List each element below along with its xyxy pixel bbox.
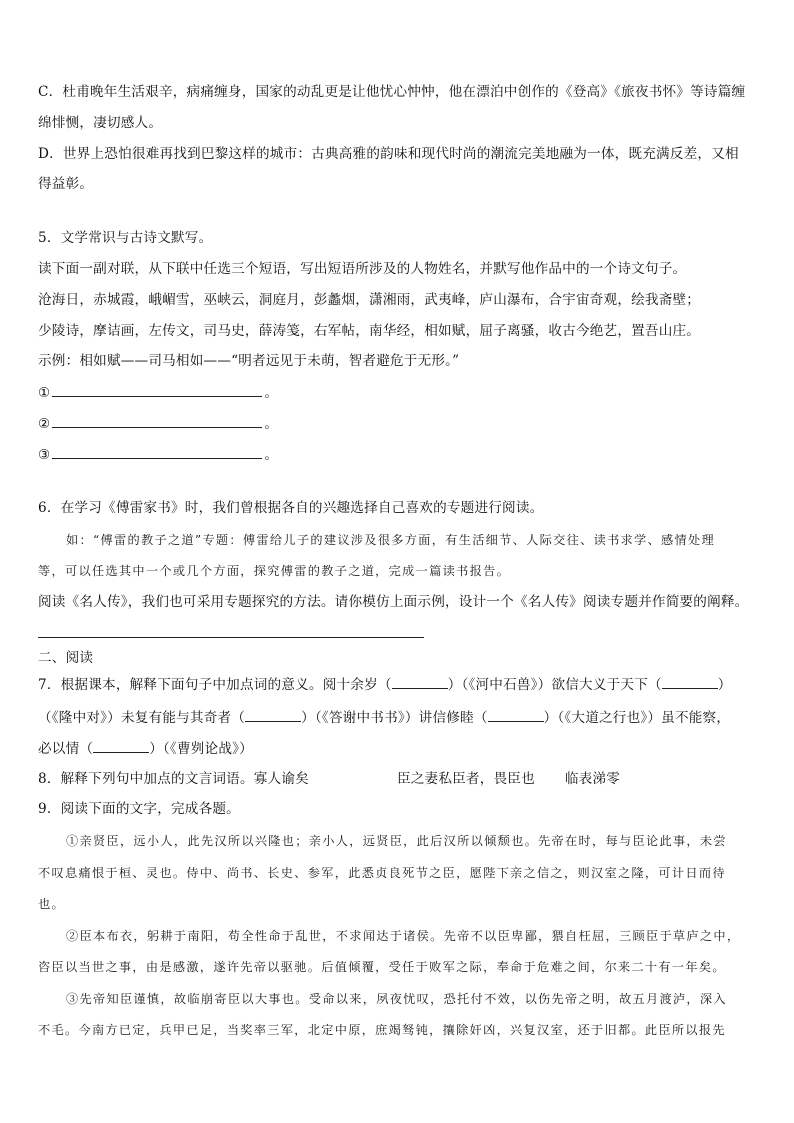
q9-para-2-line-2: 咨臣以当世之事，由是感激，遂许先帝以驱驰。后值倾覆，受任于败军之际，奉命于危难之间，尔来二十有一年矣。 <box>38 960 726 974</box>
q8-text: 8．解释下列句中加点的文言词语。寡人谕矣 <box>38 771 309 787</box>
answer-end: 。 <box>264 447 279 463</box>
q6-task: 阅读《名人传》，我们也可采用专题探究的方法。请你模仿上面示例，设计一个《名人传》阅读专题并作简要的阐释。 <box>38 594 749 610</box>
answer-end: 。 <box>264 385 279 401</box>
answer-blank-3[interactable] <box>52 446 262 459</box>
q5-title: 5．文学常识与古诗文默写。 <box>38 230 213 246</box>
q7-text: ）（《曹刿论战》） <box>149 741 253 757</box>
q7-line-3 <box>38 740 253 758</box>
option-c-line-2: 绵悱恻，凄切感人。 <box>38 115 163 131</box>
q5-answer-row-2 <box>38 415 278 433</box>
q7-text: ）（《河中石兽》）欲信大义于天下（ <box>447 677 662 693</box>
q8-text: 臣之妻私臣者，畏臣也 <box>396 771 535 787</box>
q7-text: 必以情（ <box>38 741 94 757</box>
option-d-line-2: 得益彰。 <box>38 176 94 192</box>
q9-para-1-line-1: ①亲贤臣，远小人，此先汉所以兴隆也；亲小人，远贤臣，此后汉所以倾颓也。先帝在时，每与臣论此事，未尝 <box>66 834 727 848</box>
q7-text: ） <box>717 677 732 693</box>
q9-para-3-line-1: ③先帝知臣谨慎，故临崩寄臣以大事也。受命以来，夙夜忧叹，恐托付不效，以伤先帝之明，故五月渡泸，深入 <box>66 992 727 1006</box>
q7-blank-3[interactable] <box>245 709 301 722</box>
answer-blank-1[interactable] <box>52 384 262 397</box>
q9-para-1-line-3: 也。 <box>38 897 65 911</box>
option-c-line-1: C．杜甫晚年生活艰辛，病痛缠身，国家的动乱更是让他忧心忡忡，他在漂泊中创作的《登高》《旅夜书怀》等诗篇缠 <box>38 84 746 100</box>
q8-text: 临表涕零 <box>564 771 621 787</box>
q9-para-2-line-1: ②臣本布衣，躬耕于南阳，苟全性命于乱世，不求闻达于诸侯。先帝不以臣卑鄙，猥自枉屈，三顾臣于草庐之中， <box>66 929 741 943</box>
q7-line-1 <box>38 676 732 694</box>
answer-divider-line <box>38 637 424 638</box>
q7-text: （《隆中对》）未复有能与其奇者（ <box>38 710 246 726</box>
q8-line <box>38 770 620 788</box>
q7-blank-1[interactable] <box>392 676 448 689</box>
q9-para-1-line-2: 不叹息痛恨于桓、灵也。侍中、尚书、长史、参军，此悉贞良死节之臣，愿陛下亲之信之，则汉室之隆，可计日而待 <box>38 866 726 880</box>
q5-couplet-lower: 少陵诗，摩诘画，左传文，司马史，薛涛笺，右军帖，南华经，相如赋，屈子离骚，收古今绝艺，置吾山庄。 <box>38 323 701 339</box>
q7-text: ）（《大道之行也》）虽不能察， <box>543 710 731 726</box>
q5-answer-row-1 <box>38 384 278 402</box>
q5-example: 示例：相如赋——司马相如——“明者远见于未萌，智者避危于无形。” <box>38 353 460 369</box>
q6-example-line-2: 等，可以任选其中一个或几个方面，探究傅雷的教子之道，完成一篇读书报告。 <box>38 564 511 578</box>
answer-blank-2[interactable] <box>52 415 262 428</box>
q6-example-line-1: 如：“傅雷的教子之道”专题：傅雷给儿子的建议涉及很多方面，有生活细节、人际交往、读书求学、感情处理 <box>66 533 715 547</box>
answer-mark: ② <box>38 416 51 432</box>
section-heading: 二、阅读 <box>38 650 94 666</box>
q6-title: 6．在学习《傅雷家书》时，我们曾根据各自的兴趣选择自己喜欢的专题进行阅读。 <box>38 500 544 516</box>
q5-answer-row-3 <box>38 446 278 464</box>
q7-blank-2[interactable] <box>662 676 718 689</box>
answer-end: 。 <box>264 416 279 432</box>
q9-title: 9．阅读下面的文字，完成各题。 <box>38 801 240 817</box>
q9-para-3-line-2: 不毛。今南方已定，兵甲已足，当奖率三军，北定中原，庶竭驽钝，攘除奸凶，兴复汉室，还于旧都。此臣所以报先 <box>38 1023 726 1037</box>
answer-mark: ③ <box>38 447 51 463</box>
q5-instruction: 读下面一副对联，从下联中任选三个短语，写出短语所涉及的人物姓名，并默写他作品中的一个诗文句子。 <box>38 261 687 277</box>
q7-text: 7．根据课本，解释下面句子中加点词的意义。阅十余岁（ <box>38 677 392 693</box>
answer-mark: ① <box>38 385 51 401</box>
option-d-line-1: D．世界上恐怕很难再找到巴黎这样的城市：古典高雅的韵味和现代时尚的潮流完美地融为一体，既充满反差，又相 <box>38 146 739 162</box>
q7-blank-5[interactable] <box>93 740 149 753</box>
q7-text: ）（《答谢中书书》）讲信修睦（ <box>301 710 488 726</box>
q5-couplet-upper: 沧海日，赤城霞，峨嵋雪，巫峡云，洞庭月，彭蠡烟，潇湘雨，武夷峰，庐山瀑布，合宇宙奇观，绘我斋壁； <box>38 292 701 308</box>
q7-blank-4[interactable] <box>488 709 544 722</box>
q7-line-2 <box>38 709 730 727</box>
